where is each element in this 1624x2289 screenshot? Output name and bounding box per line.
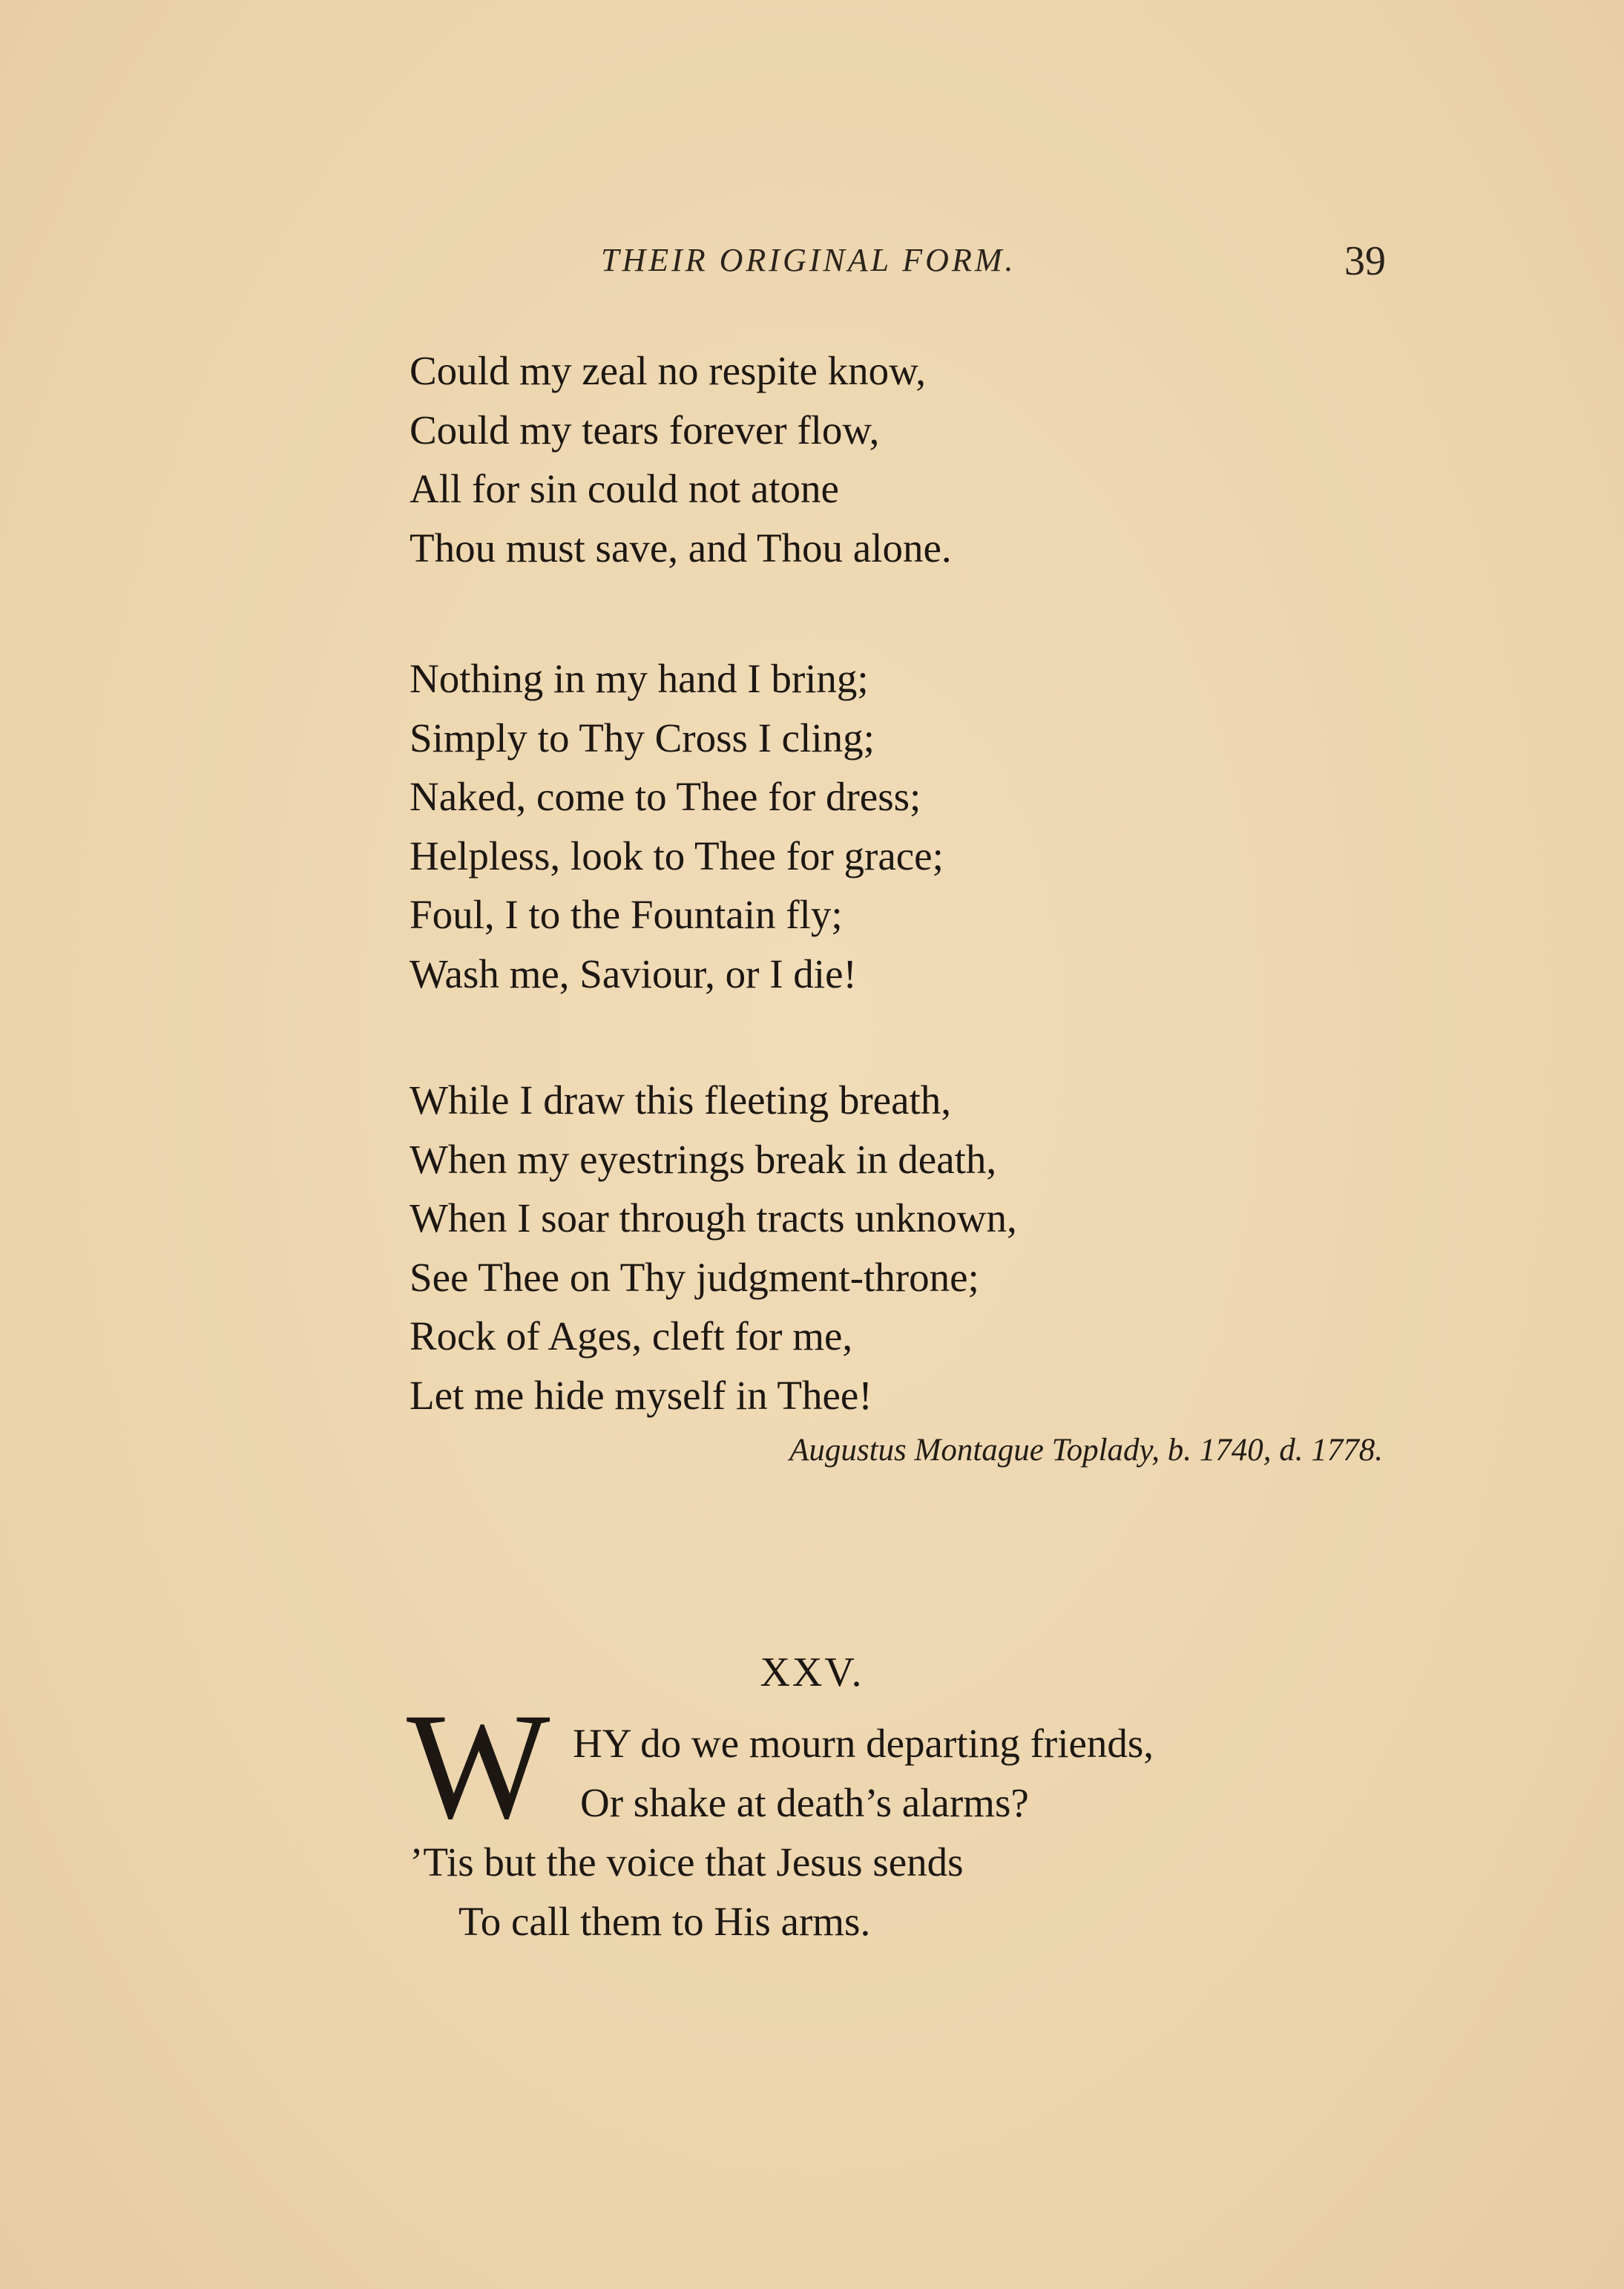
stanza — [410, 341, 952, 577]
verse-line: To call them to His arms. — [458, 1899, 871, 1944]
verse-line: Could my zeal no respite know, — [410, 348, 927, 393]
stanza — [410, 1071, 1017, 1425]
verse-line: ’Tis but the voice that Jesus sends — [410, 1839, 964, 1885]
verse-line: All for sin could not atone — [410, 466, 839, 511]
verse-line: Thou must save, and Thou alone. — [410, 525, 952, 571]
page-number: 39 — [1344, 238, 1386, 284]
verse-line: HY do we mourn departing friends, — [573, 1721, 1154, 1766]
running-head: THEIR ORIGINAL FORM. — [601, 242, 1016, 278]
verse-line: Nothing in my hand I bring; — [410, 656, 869, 701]
author-attribution: Augustus Montague Toplady, b. 1740, d. 1778. — [789, 1433, 1383, 1468]
verse-line: Naked, come to Thee for dress; — [410, 774, 921, 819]
stanza — [410, 649, 944, 1003]
drop-cap: W — [407, 1682, 550, 1850]
verse-line: When my eyestrings break in death, — [410, 1136, 997, 1182]
verse-line: Rock of Ages, cleft for me, — [410, 1313, 853, 1359]
verse-line: Helpless, look to Thee for grace; — [410, 832, 944, 879]
verse-line: See Thee on Thy judgment-throne; — [410, 1254, 979, 1300]
verse-line: Foul, I to the Fountain fly; — [410, 892, 843, 937]
verse-line: Simply to Thy Cross I cling; — [410, 715, 875, 761]
verse-line: When I soar through tracts unknown, — [410, 1195, 1017, 1241]
verse-line: Wash me, Saviour, or I die! — [410, 950, 857, 996]
verse-line: Or shake at death’s alarms? — [580, 1780, 1029, 1825]
hymn-number: XXV. — [760, 1649, 864, 1695]
verse-line: While I draw this fleeting breath, — [410, 1077, 952, 1123]
verse-line: Could my tears forever flow, — [410, 407, 880, 453]
verse-line: Let me hide myself in Thee! — [410, 1372, 872, 1418]
